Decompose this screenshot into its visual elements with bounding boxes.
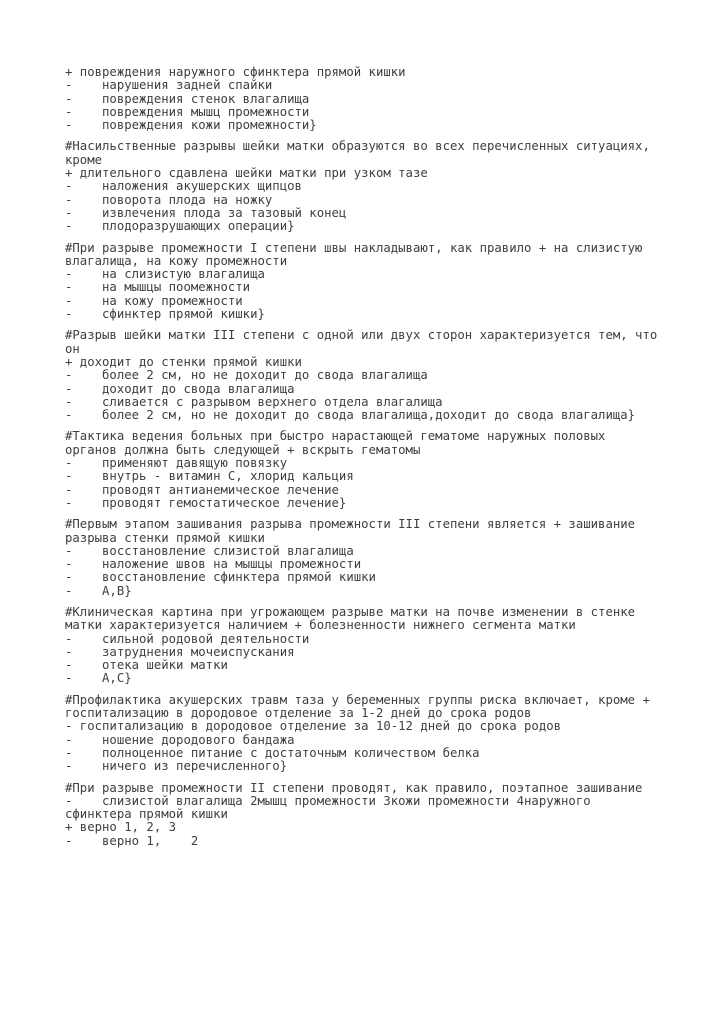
text-line: + повреждения наружного сфинктера прямой кишки xyxy=(65,65,406,79)
text-line: влагалища, на кожу промежности xyxy=(65,253,288,268)
question-block xyxy=(65,782,695,848)
text-line: он xyxy=(65,341,80,356)
text-line: #Профилактика акушерских травм таза у беременных группы риска включает, кроме + xyxy=(65,692,650,707)
text-line: разрыва стенки прямой кишки xyxy=(65,530,265,545)
question-block xyxy=(65,430,695,510)
text-line: органов должна быть следующей + вскрыть гематомы xyxy=(65,442,421,457)
question-block xyxy=(65,329,695,422)
text-line: - ничего из перечисленного} xyxy=(65,759,288,774)
text-line: - А,В} xyxy=(65,583,132,598)
text-line: - доходит до свода влагалища xyxy=(65,381,295,396)
question-block xyxy=(65,242,695,322)
document-page xyxy=(65,66,695,856)
text-line: #Разрыв шейки матки III степени с одной или двух сторон характеризуется тем, что xyxy=(65,328,658,343)
text-line: - проводят антианемическое лечение xyxy=(65,482,339,497)
text-line: - повреждения кожи промежности} xyxy=(65,118,317,133)
text-line: - нарушения задней спайки xyxy=(65,78,273,93)
text-line: - верно 1, 2 xyxy=(65,833,199,848)
text-line: #При разрыве промежности I степени швы накладывают, как правило + на слизистую xyxy=(65,240,643,255)
text-line: - на слизистую влагалища xyxy=(65,267,265,282)
text-line: - восстановление слизистой влагалища xyxy=(65,543,354,558)
text-line: + длительного сдавлена шейки матки при узком тазе xyxy=(65,166,428,181)
text-line: - восстановление сфинктера прямой кишки xyxy=(65,570,376,585)
text-line: - сфинктер прямой кишки} xyxy=(65,307,265,322)
text-line: - сильной родовой деятельности xyxy=(65,631,310,646)
text-line: - полноценное питание с достаточным количеством белка xyxy=(65,745,480,760)
text-line: - проводят гемостатическое лечение} xyxy=(65,495,347,510)
text-line: - А,С} xyxy=(65,671,132,686)
text-line: - ношение дородового бандажа xyxy=(65,732,295,747)
document-content xyxy=(65,66,695,848)
text-line: - наложения акушерских щипцов xyxy=(65,179,302,194)
text-line: #Тактика ведения больных при быстро нарастающей гематоме наружных половых xyxy=(65,429,606,444)
text-line: - повреждения стенок влагалища xyxy=(65,91,310,106)
text-line: - внутрь - витамин С, хлорид кальция xyxy=(65,469,354,484)
question-block xyxy=(65,606,695,686)
text-line: - извлечения плода за тазовый конец xyxy=(65,205,347,220)
text-line: - более 2 см, но не доходит до свода влагалища xyxy=(65,368,428,383)
text-line: - на кожу промежности xyxy=(65,293,243,308)
text-line: - более 2 см, но не доходит до свода влагалища,доходит до свода влагалища} xyxy=(65,408,636,423)
text-line: - повреждения мышц промежности xyxy=(65,104,310,119)
text-line: сфинктера прямой кишки xyxy=(65,807,228,822)
text-line: + доходит до стенки прямой кишки xyxy=(65,354,302,369)
text-line: матки характеризуется наличием + болезненности нижнего сегмента матки xyxy=(65,618,576,633)
text-line: - применяют давящую повязку xyxy=(65,456,288,471)
text-line: #При разрыве промежности II степени проводят, как правило, поэтапное зашивание xyxy=(65,780,643,795)
text-line: + верно 1, 2, 3 xyxy=(65,820,177,835)
text-line: #Первым этапом зашивания разрыва промежности III степени является + зашивание xyxy=(65,517,636,532)
text-line: #Клиническая картина при угрожающем разрыве матки на почве изменении в стенке xyxy=(65,604,636,619)
question-block xyxy=(65,66,695,132)
text-line: - затруднения мочеиспускания xyxy=(65,644,295,659)
text-line: - на мышцы поомежности xyxy=(65,280,251,295)
text-line: госпитализацию в дородовое отделение за 1-2 дней до срока родов xyxy=(65,706,532,721)
text-line: - слизистой влагалища 2мышц промежности 3кожи промежности 4наружного xyxy=(65,793,591,808)
question-block xyxy=(65,694,695,774)
text-line: - наложение швов на мышцы промежности xyxy=(65,557,362,572)
text-line: - госпитализацию в дородовое отделение за 10-12 дней до срока родов xyxy=(65,719,562,734)
text-line: - сливается с разрывом верхнего отдела влагалища xyxy=(65,394,443,409)
text-line: - плодоразрушающих операции} xyxy=(65,219,295,234)
text-line: #Насильственные разрывы шейки матки образуются во всех перечисленных ситуациях, xyxy=(65,139,650,154)
question-block xyxy=(65,518,695,598)
question-block xyxy=(65,140,695,233)
text-line: - поворота плода на ножку xyxy=(65,192,273,207)
text-line: кроме xyxy=(65,152,103,167)
text-line: - отека шейки матки xyxy=(65,658,228,673)
